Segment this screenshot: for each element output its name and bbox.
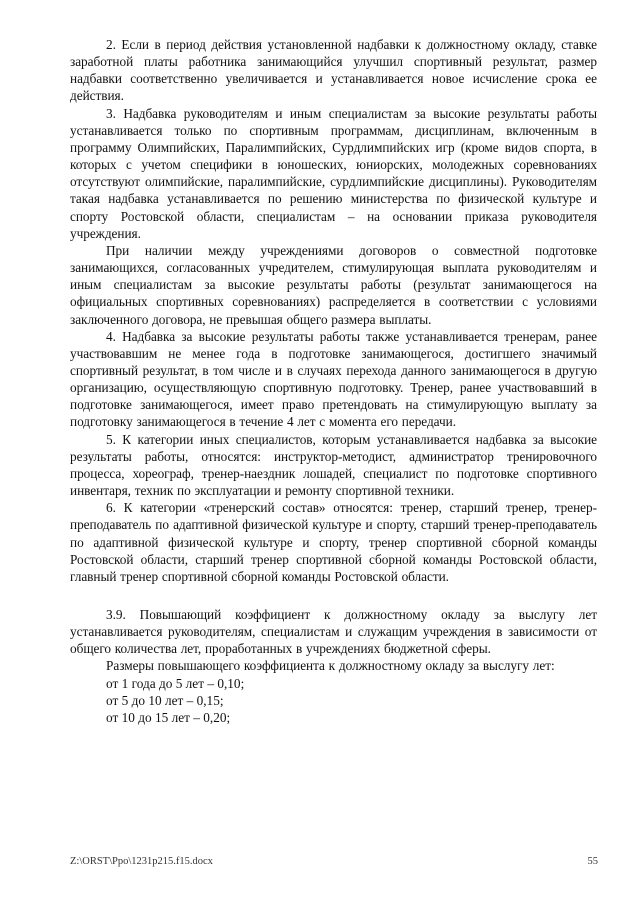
paragraph-coefficient-sizes: Размеры повышающего коэффициента к должностному окладу за выслугу лет: [106, 658, 555, 674]
paragraph-2: 2. Если в период действия установленной надбавки к должностному окладу, ставке заработной платы работника занимающийся улучшил спортивный результат, размер надбавки соответственно увеличивается и устанавливается новое исчисление срока ее действия. [70, 37, 597, 104]
footer-file-path: Z:\ORST\Ppo\1231p215.f15.docx [70, 856, 213, 867]
paragraph-6: 6. К категории «тренерский состав» относятся: тренер, старший тренер, тренер-преподаватель по адаптивной физической культуре и спорту, старший тренер-преподаватель по адаптивной физической культуре и спорту, тренер спортивной сборной команды Ростовской области, старший тренер спортивной сборной команды Ростовской области, главный тренер спортивной сборной команды Ростовской области. [70, 500, 597, 584]
list-item: от 5 до 10 лет – 0,15; [106, 692, 224, 708]
page-number: 55 [587, 856, 598, 867]
paragraph-joint-training: При наличии между учреждениями договоров о совместной подготовке занимающихся, согласованных учредителем, стимулирующая выплата руководителям и иным специалистам за высокие результаты работы (результат занимающегося на официальных спортивных соревнованиях) распределяется в соответствии с условиями заключенного договора, не превышая общего размера выплаты. [70, 242, 597, 327]
section-spacer [70, 585, 597, 606]
paragraph-5: 5. К категории иных специалистов, которым устанавливается надбавка за высокие результаты работы, относятся: инструктор-методист, администратор тренировочного процесса, хореограф, тренер-наездник лошадей, специалист по подготовке спортивного инвентаря, техник по эксплуатации и ремонту спортивной техники. [70, 431, 597, 499]
paragraph-4: 4. Надбавка за высокие результаты работы также устанавливается тренерам, ранее участвовавшим не менее года в подготовке занимающегося, достигшего значимый спортивный результат, в том числе и в случаях перехода данного занимающегося в другую организацию, осуществляющую спортивную подготовку. Тренер, ранее участвовавший в подготовке занимающегося, имеет право претендовать на стимулирующую выплату за подготовку занимающегося в течение 4 лет с момента его передачи. [70, 328, 597, 430]
paragraph-3-9: 3.9. Повышающий коэффициент к должностному окладу за выслугу лет устанавливается руководителям, специалистам и служащим учреждения в зависимости от общего количества лет, проработанных в учреждениях бюджетной сферы. [70, 607, 597, 657]
list-item: от 1 года до 5 лет – 0,10; [106, 675, 245, 691]
list-item: от 10 до 15 лет – 0,20; [106, 709, 231, 725]
paragraph-3: 3. Надбавка руководителям и иным специалистам за высокие результаты работы устанавливается только по спортивным программам, дисциплинам, включенным в программу Олимпийских, Паралимпийских, Сурдлимпийских игр (кроме видов спорта, в которых с учетом специфики в юношеских, юниорских, молодежных соревнованиях отсутствуют олимпийские, паралимпийские, сурдлимпийские дисциплины). Руководителям такая надбавка устанавливается по решению министерства по физической культуре и спорту Ростовской области, специалистам – на основании приказа руководителя учреждения. [70, 105, 597, 241]
document-body [70, 36, 597, 726]
